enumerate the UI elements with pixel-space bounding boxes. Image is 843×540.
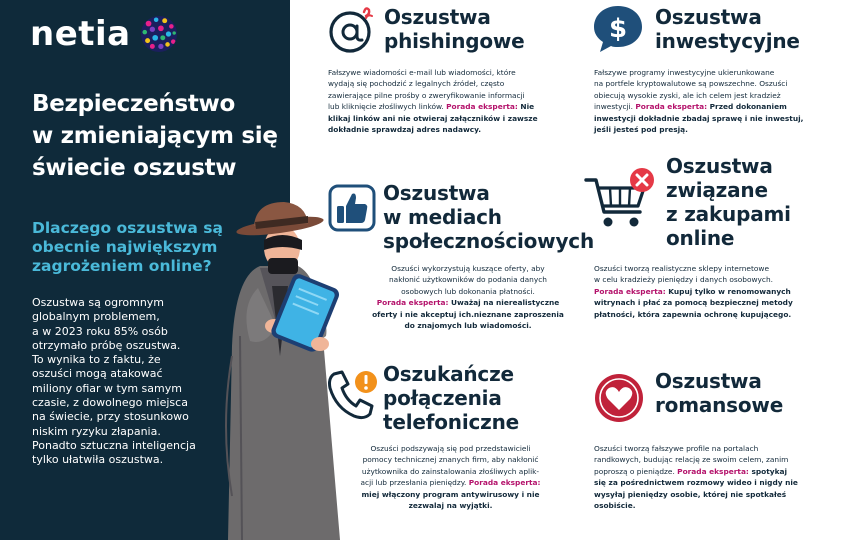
heart-icon bbox=[593, 372, 645, 424]
body-text: lub kliknięcie złośliwych linków. bbox=[328, 102, 447, 112]
body-line bbox=[333, 500, 568, 511]
expert-tip-text: płatności, która zapewnia ochronę kupującego. bbox=[594, 309, 792, 319]
logo-text: netia bbox=[30, 14, 131, 54]
intro-line: tylko ułatwiła oszustwa. bbox=[32, 453, 164, 467]
intro-line: globalnym problemem, bbox=[32, 310, 160, 324]
body-text: użytkownika do zainstalowania złośliwych aplik- bbox=[361, 466, 540, 476]
netia-logo[interactable] bbox=[30, 14, 178, 54]
body-line bbox=[594, 477, 834, 488]
body-text: pomocy technicznej znanych firm, aby nakłonić bbox=[362, 455, 539, 465]
body-line bbox=[328, 90, 558, 101]
card-title-line: Oszukańcze bbox=[383, 362, 514, 386]
main-title-line: w zmieniającym się bbox=[32, 123, 278, 149]
body-text: Oszuści podszywają się pod przedstawicieli bbox=[370, 444, 531, 453]
expert-tip-label: Porada eksperta: bbox=[635, 102, 708, 112]
card-title-line: Oszustwa bbox=[383, 181, 490, 205]
body-line bbox=[353, 297, 583, 308]
body-line bbox=[333, 443, 568, 454]
shopping-cart-icon bbox=[584, 166, 658, 232]
netia-ball-icon bbox=[140, 15, 178, 53]
expert-tip-text: klikaj linków ani nie otwieraj załączników i zawsze bbox=[328, 113, 538, 123]
main-title-line: świecie oszustw bbox=[32, 155, 237, 181]
expert-tip-text: zezwalaj na wyjątki. bbox=[408, 501, 493, 511]
body-text: randkowych, budując relację ze swoim celem, zanim bbox=[594, 455, 789, 465]
body-line bbox=[594, 274, 834, 285]
dollar-chat-icon bbox=[592, 4, 646, 54]
card-title-line: inwestycyjne bbox=[655, 29, 800, 53]
intro-line: niskim ryzyku złapania. bbox=[32, 424, 161, 438]
body-text: na portfele kryptowalutowe są powszechne. Oszuści bbox=[594, 79, 788, 89]
expert-tip-text: wysyłaj pieniędzy osobie, której nie spotkałeś bbox=[594, 489, 787, 499]
card-body-phone bbox=[333, 443, 568, 511]
intro-line: otrzymało próbę oszustwa. bbox=[32, 338, 181, 352]
body-line bbox=[594, 309, 834, 320]
intro-line: a w 2023 roku 85% osób bbox=[32, 324, 168, 338]
body-line bbox=[594, 101, 834, 112]
card-title-line: telefoniczne bbox=[383, 410, 519, 434]
body-text: Oszuści tworzą fałszywe profile na portalach bbox=[594, 444, 759, 453]
expert-tip-text: Kupuj tylko w renomowanych bbox=[665, 286, 791, 296]
card-title-line: online bbox=[666, 226, 735, 250]
card-title-line: połączenia bbox=[383, 386, 502, 410]
body-text: Fałszywe wiadomości e-mail lub wiadomości, które bbox=[328, 68, 516, 77]
body-line bbox=[353, 320, 583, 331]
intro-line: Oszustwa są ogromnym bbox=[32, 296, 165, 309]
body-text: Fałszywe programy inwestycyjne ukierunkowane bbox=[594, 68, 775, 77]
expert-tip-text: oferty i nie akceptuj ich.nieznane zaproszenia bbox=[372, 309, 564, 319]
card-title-line: Oszustwa bbox=[655, 5, 762, 29]
body-text: acji lub przesłania pieniędzy. bbox=[360, 478, 469, 488]
card-title-line: romansowe bbox=[655, 393, 784, 417]
main-title-line: Bezpieczeństwo bbox=[32, 91, 235, 117]
body-text: zawierające pilne prośby o zweryfikowanie informacji bbox=[328, 90, 525, 100]
expert-tip-text: inwestycji dokładnie zbadaj sprawę i nie inwestuj, bbox=[594, 113, 804, 123]
phone-alert-icon bbox=[324, 366, 380, 422]
body-line bbox=[328, 113, 558, 124]
body-line bbox=[594, 90, 834, 101]
card-body-phishing bbox=[328, 67, 558, 135]
body-line bbox=[328, 78, 558, 89]
intro-line: Ponadto sztuczna inteligencja bbox=[32, 438, 196, 452]
body-line bbox=[594, 67, 834, 78]
body-line bbox=[333, 489, 568, 500]
body-text: w celu kradzieży pieniędzy i danych osobowych. bbox=[594, 275, 773, 285]
body-line bbox=[328, 124, 558, 135]
body-line bbox=[353, 286, 583, 297]
question-line: obecnie największym bbox=[32, 238, 218, 256]
body-line bbox=[353, 263, 583, 274]
body-text: obiecują wysokie zyski, ale ich celem jest kradzież bbox=[594, 90, 781, 100]
intro-line: miliony ofiar w tym samym bbox=[32, 381, 182, 395]
at-sign-icon bbox=[326, 4, 378, 56]
body-line bbox=[594, 263, 834, 274]
question-line: Dlaczego oszustwa są bbox=[32, 219, 223, 237]
body-line bbox=[328, 67, 558, 78]
body-line bbox=[594, 113, 834, 124]
body-line bbox=[333, 477, 568, 488]
expert-tip-label: Porada eksperta: bbox=[446, 102, 518, 112]
body-line bbox=[594, 297, 834, 308]
intro-line: To wynika to z faktu, że bbox=[32, 353, 161, 367]
card-title-line: Oszustwa bbox=[666, 154, 773, 178]
card-title-investment bbox=[655, 5, 800, 53]
body-line bbox=[328, 101, 558, 112]
card-body-investment bbox=[594, 67, 834, 135]
body-line bbox=[594, 489, 834, 500]
expert-tip-text: Przed dokonaniem bbox=[707, 102, 787, 112]
card-body-shopping bbox=[594, 263, 834, 320]
card-title-phone bbox=[383, 362, 519, 434]
card-title-romance bbox=[655, 369, 783, 417]
body-line bbox=[594, 124, 834, 135]
card-title-line: phishingowe bbox=[384, 29, 525, 53]
body-line bbox=[594, 454, 834, 465]
card-title-line: Oszustwa bbox=[384, 5, 491, 29]
card-body-social bbox=[353, 263, 583, 331]
body-text: inwestycji. bbox=[594, 102, 636, 112]
body-line bbox=[594, 78, 834, 89]
body-line bbox=[353, 274, 583, 285]
expert-tip-text: jeśli jesteś pod presją. bbox=[594, 125, 688, 135]
card-title-line: w mediach bbox=[383, 205, 502, 229]
body-line bbox=[594, 286, 834, 297]
expert-tip-label: Porada eksperta: bbox=[677, 466, 749, 476]
card-title-shopping bbox=[666, 154, 791, 250]
body-line bbox=[594, 443, 834, 454]
intro-line: oszuści mogą atakować bbox=[32, 367, 163, 381]
body-text: poproszą o pieniądze. bbox=[594, 466, 678, 476]
body-line bbox=[333, 466, 568, 477]
expert-tip-label: Porada eksperta: bbox=[376, 298, 449, 308]
card-title-phishing bbox=[384, 5, 525, 53]
thumbs-up-icon bbox=[328, 184, 376, 232]
card-body-romance bbox=[594, 443, 834, 511]
main-title bbox=[32, 88, 282, 184]
question-line: zagrożeniem online? bbox=[32, 257, 212, 275]
card-title-social bbox=[383, 181, 594, 253]
expert-tip-text: się za pośrednictwem rozmowy wideo i nigdy nie bbox=[594, 478, 798, 488]
card-title-line: Oszustwa bbox=[655, 369, 762, 393]
expert-tip-text: miej włączony program antywirusowy i nie bbox=[361, 489, 540, 499]
body-line bbox=[353, 309, 583, 320]
body-text: nakłonić użytkowników do podania danych bbox=[389, 275, 547, 285]
expert-tip-label: Porada eksperta: bbox=[468, 478, 541, 488]
body-line bbox=[333, 454, 568, 465]
svg-text:$: $ bbox=[608, 14, 628, 44]
expert-tip-text: do znajomych lub wiadomości. bbox=[404, 321, 532, 331]
body-text: Oszuści tworzą realistyczne sklepy internetowe bbox=[594, 264, 769, 273]
card-title-line: społecznościowych bbox=[383, 229, 594, 253]
card-title-line: z zakupami bbox=[666, 202, 791, 226]
body-line bbox=[594, 466, 834, 477]
body-text: osobowych lub dokonania płatności. bbox=[401, 286, 535, 296]
expert-tip-label: Porada eksperta: bbox=[594, 286, 666, 296]
expert-tip-text: spotykaj bbox=[748, 466, 788, 476]
body-text: Oszuści wykorzystują kuszące oferty, aby bbox=[391, 264, 545, 273]
intro-line: na świecie, przy stosunkowo bbox=[32, 410, 189, 424]
expert-tip-text: Uważaj na nierealistyczne bbox=[448, 298, 560, 308]
expert-tip-text: osobiście. bbox=[594, 501, 636, 511]
card-title-line: związane bbox=[666, 178, 768, 202]
expert-tip-text: Nie bbox=[517, 102, 535, 112]
expert-tip-text: witrynach i płać za pomocą bezpiecznej metody bbox=[594, 298, 793, 308]
intro-line: czasie, z dowolnego miejsca bbox=[32, 396, 188, 410]
body-line bbox=[594, 500, 834, 511]
expert-tip-text: dokładnie sprawdzaj adres nadawcy. bbox=[328, 125, 482, 135]
body-text: wydają się pochodzić z legalnych źródeł, często bbox=[328, 79, 505, 89]
